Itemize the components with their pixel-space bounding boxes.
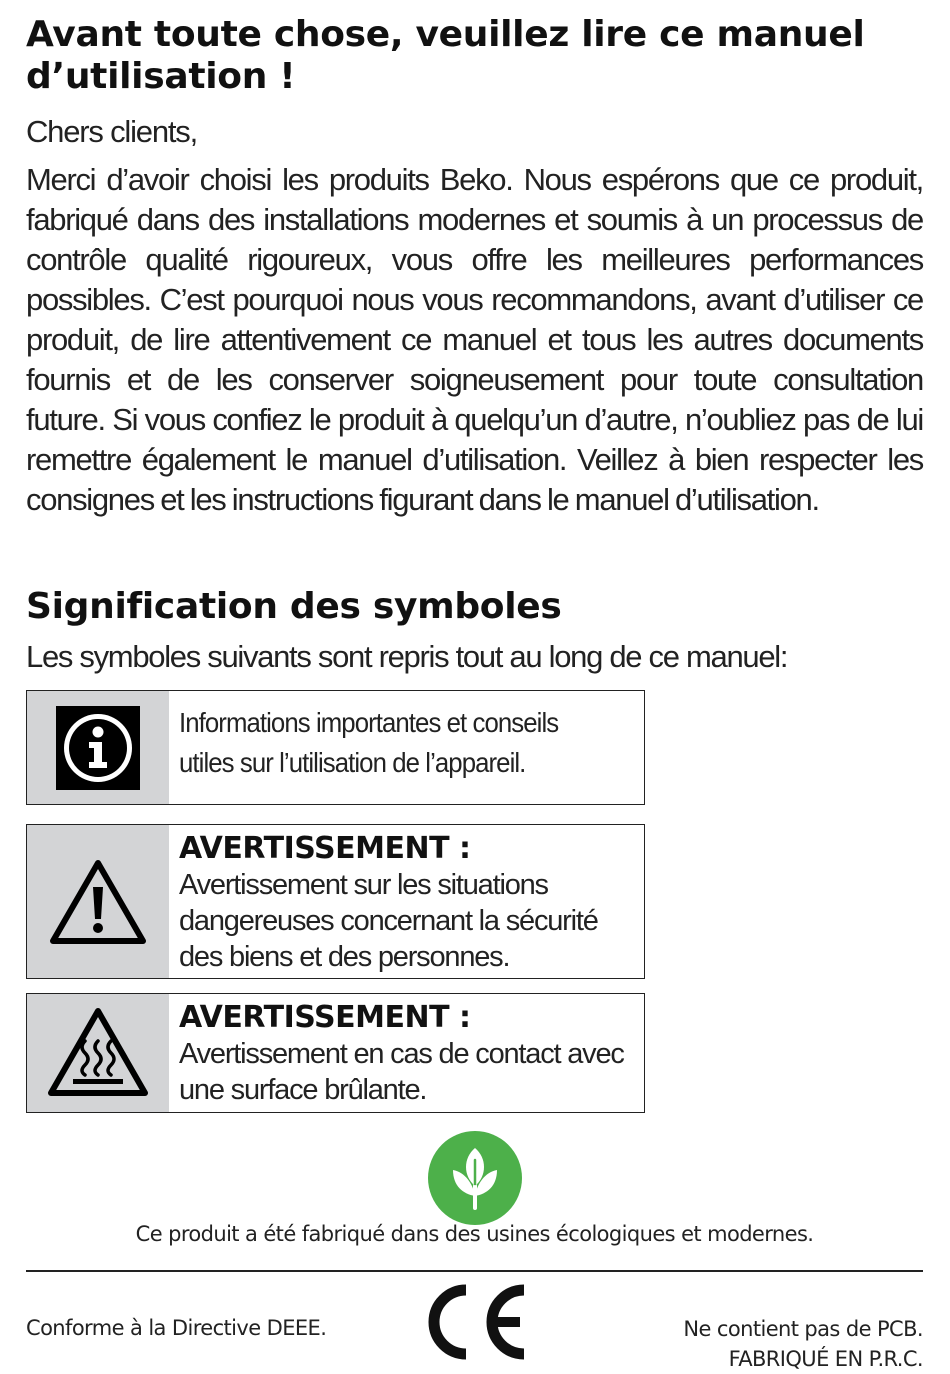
eco-caption: Ce produit a été fabriqué dans des usines écologiques et modernes.	[135, 1222, 814, 1246]
symbols-intro: Les symboles suivants sont repris tout au long de ce manuel:	[26, 639, 788, 674]
eco-leaf-icon	[427, 1130, 523, 1226]
pcb-note: Ne contient pas de PCB.	[683, 1317, 923, 1341]
info-icon	[27, 691, 169, 804]
title-line-2: d’utilisation !	[26, 56, 296, 97]
weee-compliance: Conforme à la Directive DEEE.	[26, 1316, 327, 1340]
warning-text-line-3: des biens et des personnes.	[179, 941, 510, 973]
manual-page	[26, 14, 923, 1371]
hot-surface-text-line-2: une surface brûlante.	[179, 1074, 427, 1106]
symbol-box-warning	[26, 824, 645, 979]
title-line-1: Avant toute chose, veuillez lire ce manuel	[26, 14, 865, 55]
warning-text-line-2: dangereuses concernant la sécurité	[179, 905, 598, 937]
symbol-text-info	[169, 691, 644, 804]
page-title	[26, 14, 923, 98]
symbol-text-warning	[169, 825, 644, 978]
hot-surface-text-line-1: Avertissement en cas de contact avec	[179, 1038, 624, 1070]
footer-right-notes	[683, 1314, 923, 1374]
hot-surface-heading: AVERTISSEMENT :	[179, 1000, 471, 1035]
symbol-box-info	[26, 690, 645, 805]
made-in-note: FABRIQUÉ EN P.R.C.	[728, 1347, 923, 1371]
info-text-line-2: utiles sur l’utilisation de l’appareil.	[179, 747, 526, 778]
symbol-text-hot-surface	[169, 994, 644, 1112]
symbol-box-hot-surface	[26, 993, 645, 1113]
footer-divider	[26, 1270, 923, 1272]
warning-triangle-icon	[27, 825, 169, 978]
intro-paragraph: Merci d’avoir choisi les produits Beko. Nous espérons que ce produit, fabriqué dans des installations modernes et soumis à un processus de contrôle qualité rigoureux, vous offre les meilleures performances possibles. C’est pourquoi nous vous recommandons, avant d’utiliser ce produit, de lire attentivement ce manuel et tous les autres documents fournis et de les conserver soigneusement pour toute consultation future. Si vous confiez le produit à quelqu’un d’autre, n’oubliez pas de lui remettre également le manuel d’utilisation. Veillez à bien respecter les consignes et les instructions figurant dans le manuel d’utilisation.	[26, 162, 923, 517]
symbols-section-title: Signification des symboles	[26, 586, 562, 627]
eco-badge	[26, 1130, 923, 1231]
warning-heading: AVERTISSEMENT :	[179, 831, 471, 866]
greeting: Chers clients,	[26, 114, 197, 149]
warning-text-line-1: Avertissement sur les situations	[179, 869, 548, 901]
info-text-line-1: Informations importantes et conseils	[179, 707, 559, 738]
hot-surface-icon	[27, 994, 169, 1112]
ce-mark-icon	[418, 1282, 530, 1367]
